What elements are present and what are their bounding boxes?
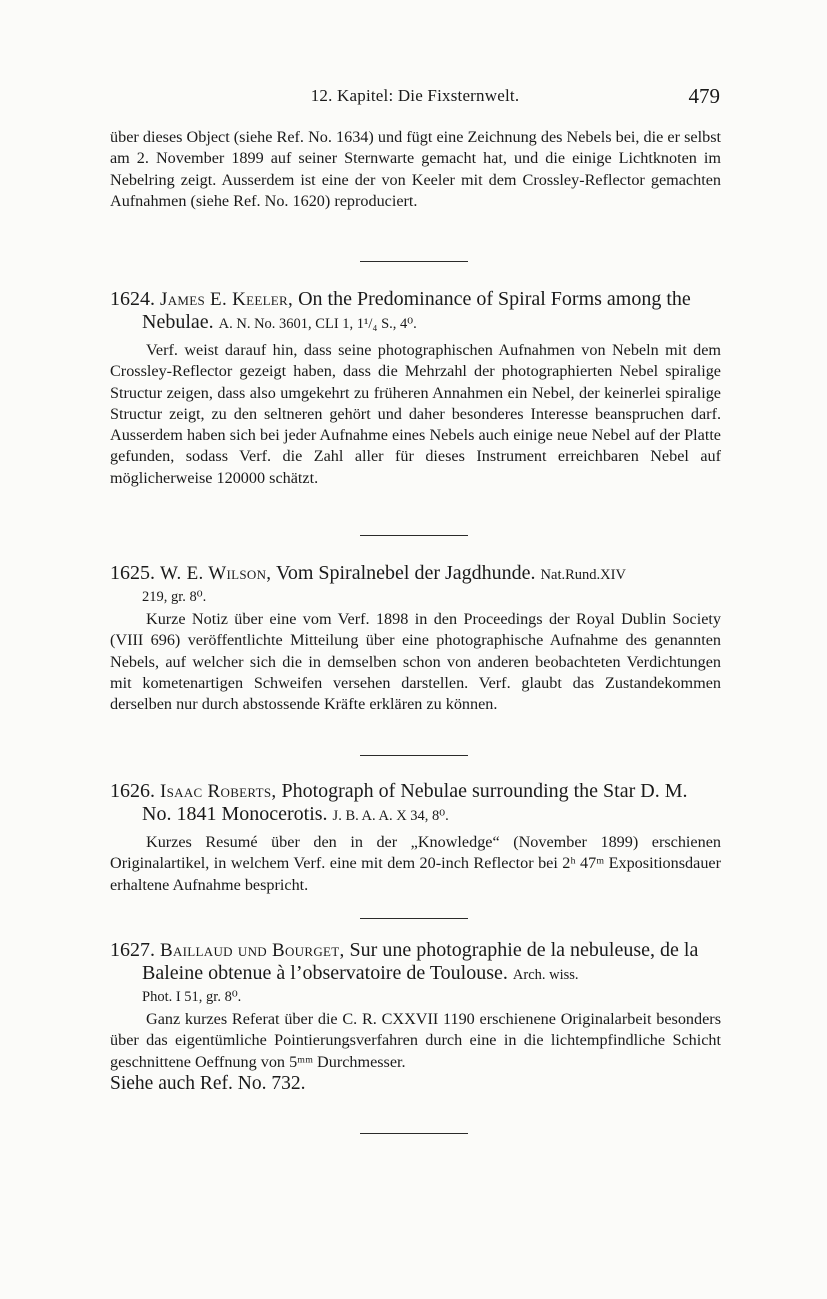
page-header	[110, 86, 720, 112]
entry-source: J. B. A. A. X 34, 8⁰.	[332, 808, 449, 824]
entry-source: Arch. wiss.	[512, 967, 579, 983]
entry-1625	[110, 562, 721, 715]
entry-source: Nat.Rund.XIV	[540, 567, 626, 583]
entry-1624	[110, 288, 721, 489]
entry-heading	[110, 780, 721, 828]
entry-title: On the Predominance of Spiral Forms among the Nebulae.	[142, 288, 691, 333]
entry-body	[110, 1009, 721, 1073]
entry-source-continuation: 219, gr. 8⁰.	[142, 589, 207, 605]
intro-paragraph-block	[110, 127, 721, 212]
entry-author: W. E. Wilson,	[160, 563, 272, 584]
entry-number: 1625.	[110, 562, 155, 584]
separator-rule	[360, 1133, 468, 1134]
entry-number: 1626.	[110, 780, 155, 802]
entry-author: Isaac Roberts,	[160, 781, 277, 802]
entry-title: Photograph of Nebulae surrounding the Star D. M. No. 1841 Monocerotis.	[142, 780, 688, 825]
separator-rule	[360, 755, 468, 756]
entry-number: 1624.	[110, 288, 155, 310]
page-number: 479	[688, 84, 720, 108]
entry-source-continuation: Phot. I 51, gr. 8⁰.	[142, 989, 242, 1005]
entry-body-text: Verf. weist darauf hin, dass seine photographischen Aufnahmen von Nebeln mit dem Crossley-Reflector gezeigt haben, dass die Mehrzahl der photographierten Nebel spiralige Structur zeigen, dass also umgekehrt zu früheren Annahmen ein Nebel, der keinerlei spiralige Structur zeigt, zu den seltneren gehört und daher besonderes Interesse beanspruchen darf. Ausserdem haben sich bei jeder Aufnahme eines Nebels auch einige neue Nebel auf der Platte gefunden, sodass Verf. die Zahl aller für dieses Instrument erreichbaren Nebel auf möglicherweise 120000 schätzt.	[110, 341, 721, 487]
entry-author: James E. Keeler,	[160, 289, 294, 310]
entry-source: A. N. No. 3601, CLI 1, 1¹/₄ S., 4⁰.	[218, 316, 417, 332]
entry-1627	[110, 939, 721, 1095]
entry-heading	[110, 562, 721, 587]
entry-author: Baillaud und Bourget,	[160, 940, 345, 961]
entry-heading	[110, 288, 721, 336]
intro-paragraph: über dieses Object (siehe Ref. No. 1634) und fügt eine Zeichnung des Nebels bei, die er selbst am 2. November 1899 auf seiner Sternwarte gemacht hat, und die einige Lichtknoten im Nebelring zeigt. Ausserdem ist eine der von Keeler mit dem Crossley-Reflector gemachten Aufnahmen (siehe Ref. No. 1620) reproduciert.	[110, 128, 721, 210]
entry-body-text: Ganz kurzes Referat über die C. R. CXXVII 1190 erschienene Originalarbeit besonders über das eigentümliche Pointierungsverfahren durch eine in die lichtempfindliche Schicht geschnittene Oeffnung von 5ᵐᵐ Durchmesser.	[110, 1010, 721, 1071]
entry-body	[110, 340, 721, 489]
entry-body	[110, 832, 721, 896]
entry-body-text: Kurze Notiz über eine vom Verf. 1898 in den Proceedings der Royal Dublin Society (VIII 696) veröffentlichte Mitteilung über eine photographische Aufnahme des genannten Nebels, auf welcher sich die in demselben schon von anderen beobachteten Verdichtungen mit kometenartigen Schweifen versehen darstellen. Verf. glaubt das Zustandekommen derselben nur durch abstossende Kräfte erklären zu können.	[110, 610, 721, 714]
separator-rule	[360, 261, 468, 262]
entry-1626	[110, 780, 721, 896]
entry-body	[110, 609, 721, 715]
separator-rule	[360, 535, 468, 536]
entry-body-text: Kurzes Resumé über den in der „Knowledge“ (November 1899) erschienen Originalartikel, in welchem Verf. eine mit dem 20-inch Reflector bei 2ʰ 47ᵐ Expositionsdauer erhaltene Aufnahme bespricht.	[110, 833, 721, 894]
entry-title: Sur une photographie de la nebuleuse, de la Baleine obtenue à l’observatoire de Toulouse.	[142, 939, 699, 984]
see-also-reference: Siehe auch Ref. No. 732.	[110, 1072, 306, 1094]
entry-number: 1627.	[110, 939, 155, 961]
entry-title: Vom Spiralnebel der Jagdhunde.	[275, 562, 536, 584]
entry-heading	[110, 939, 721, 987]
running-title: 12. Kapitel: Die Fixsternwelt.	[310, 86, 520, 105]
separator-rule	[360, 918, 468, 919]
